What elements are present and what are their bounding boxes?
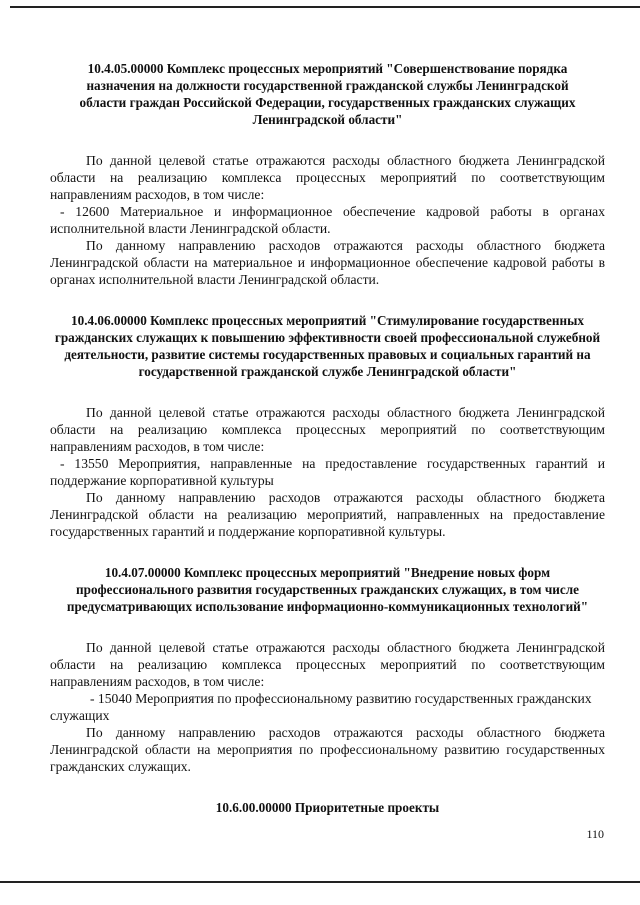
section-note-10-4-07: По данному направлению расходов отражаются расходы областного бюджета Ленинградской области на мероприятия по профессиональному развитию государственных гражданских служащих. — [50, 725, 605, 774]
expense-item-13550: - 13550 Мероприятия, направленные на предоставление государственных гарантий и поддержание корпоративной культуры — [50, 456, 605, 488]
expense-item-12600: - 12600 Материальное и информационное обеспечение кадровой работы в органах исполнительной власти Ленинградской области. — [50, 204, 605, 236]
spacer — [50, 380, 605, 404]
section-note-10-4-06: По данному направлению расходов отражаются расходы областного бюджета Ленинградской области на реализацию мероприятий, направленных на предоставление государственных гарантий и поддержание корпоративной культуры. — [50, 490, 605, 539]
top-border-line — [10, 6, 640, 8]
spacer — [50, 615, 605, 639]
section-heading-10-4-07: 10.4.07.00000 Комплекс процессных мероприятий "Внедрение новых форм профессионального развития государственных гражданских служащих, в том числе предусматривающих использование информационно-коммуникационных технологий" — [66, 565, 589, 614]
bottom-border-line — [0, 881, 640, 883]
section-intro-10-4-06: По данной целевой статье отражаются расходы областного бюджета Ленинградской области на реализацию комплекса процессных мероприятий по соответствующим направлениям расходов, в том числе: — [50, 405, 605, 454]
section-heading-10-4-06: 10.4.06.00000 Комплекс процессных мероприятий "Стимулирование государственных гражданских служащих к повышению эффективности своей профессиональной служебной деятельности, развитие системы государственных правовых и социальных гарантий на государственной гражданской службе Ленинградской области" — [54, 313, 601, 379]
page-number: 110 — [586, 827, 604, 841]
spacer — [50, 540, 605, 564]
spacer — [50, 128, 605, 152]
spacer — [50, 775, 605, 799]
section-note-10-4-05: По данному направлению расходов отражаются расходы областного бюджета Ленинградской области на материальное и информационное обеспечение кадровой работы в органах исполнительной власти Ленинградской области. — [50, 238, 605, 287]
section-heading-10-4-05: 10.4.05.00000 Комплекс процессных мероприятий "Совершенствование порядка назначения на должности государственной гражданской службы Ленинградской области граждан Российской Федерации, государственных гражданских служащих Ленинградской области" — [79, 61, 576, 127]
expense-item-15040: - 15040 Мероприятия по профессиональному развитию государственных гражданских служащих — [50, 691, 592, 723]
section-intro-10-4-07: По данной целевой статье отражаются расходы областного бюджета Ленинградской области на реализацию комплекса процессных мероприятий по соответствующим направлениям расходов, в том числе: — [50, 640, 605, 689]
section-intro-10-4-05: По данной целевой статье отражаются расходы областного бюджета Ленинградской области на реализацию комплекса процессных мероприятий по соответствующим направлениям расходов, в том числе: — [50, 153, 605, 202]
document-content — [50, 60, 605, 816]
spacer — [50, 288, 605, 312]
section-heading-10-6: 10.6.00.00000 Приоритетные проекты — [215, 800, 440, 815]
